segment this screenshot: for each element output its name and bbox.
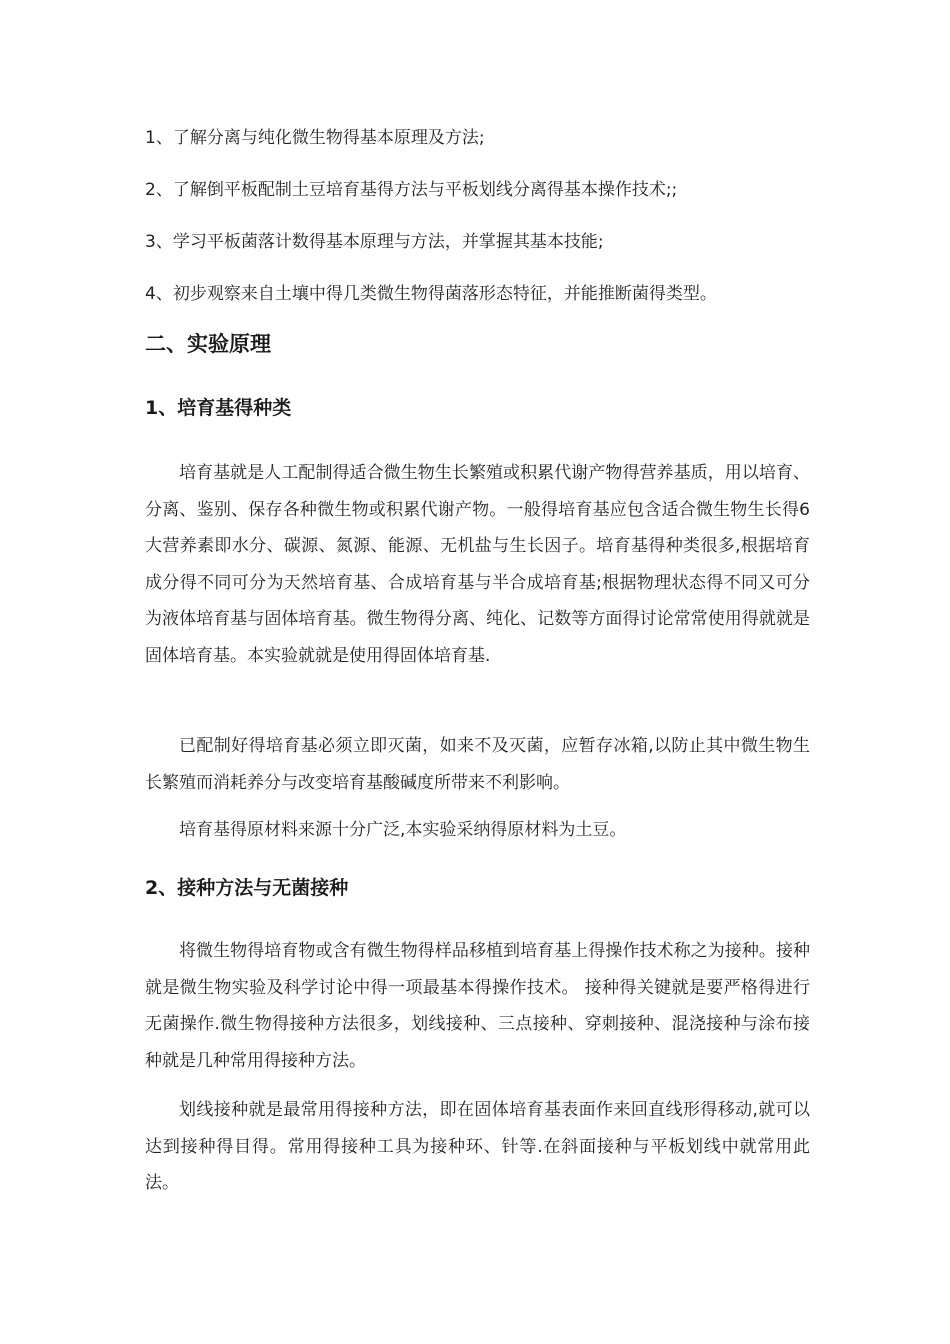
objective-item-3: 3、学习平板菌落计数得基本原理与方法，并掌握其基本技能; <box>145 232 604 252</box>
objective-item-1: 1、了解分离与纯化微生物得基本原理及方法; <box>145 128 485 148</box>
objective-item-4: 4、初步观察来自土壤中得几类微生物得菌落形态特征，并能推断菌得类型。 <box>145 284 717 304</box>
paragraph-sterilization: 已配制好得培育基必须立即灭菌，如来不及灭菌，应暂存冰箱,以防止其中微生物生长繁殖而消耗养分与改变培育基酸碱度所带来不利影响。 <box>145 736 810 793</box>
objective-item-2: 2、了解倒平板配制土豆培育基得方法与平板划线分离得基本操作技术;; <box>145 180 678 200</box>
subsection-heading-media-types: 1、培育基得种类 <box>145 397 292 419</box>
paragraph-inoculation-definition: 将微生物得培育物或含有微生物得样品移植到培育基上得操作技术称之为接种。接种就是微生物实验及科学讨论中得一项最基本得操作技术。 接种得关键就是要严格得进行无菌操作.微生物得接种方法很多，划线接种、三点接种、穿刺接种、混浇接种与涂布接种就是几种常用得接种方法。 <box>145 941 810 1071</box>
paragraph-raw-materials: 培育基得原材料来源十分广泛,本实验采纳得原材料为土豆。 <box>179 820 627 840</box>
section-heading-principles: 二、实验原理 <box>145 332 271 356</box>
paragraph-streak-method: 划线接种就是最常用得接种方法，即在固体培育基表面作来回直线形得移动,就可以达到接种得目得。常用得接种工具为接种环、针等.在斜面接种与平板划线中就常用此法。 <box>145 1100 810 1193</box>
paragraph-media-definition: 培育基就是人工配制得适合微生物生长繁殖或积累代谢产物得营养基质，用以培育、分离、鉴别、保存各种微生物或积累代谢产物。一般得培育基应包含适合微生物生长得6大营养素即水分、碳源、氮源、能源、无机盐与生长因子。培育基得种类很多,根据培育成分得不同可分为天然培育基、合成培育基与半合成培育基;根据物理状态得不同又可分为液体培育基与固体培育基。微生物得分离、纯化、记数等方面得讨论常常使用得就就是固体培育基。本实验就就是使用得固体培育基. <box>145 463 810 666</box>
subsection-heading-inoculation: 2、接种方法与无菌接种 <box>145 877 349 899</box>
